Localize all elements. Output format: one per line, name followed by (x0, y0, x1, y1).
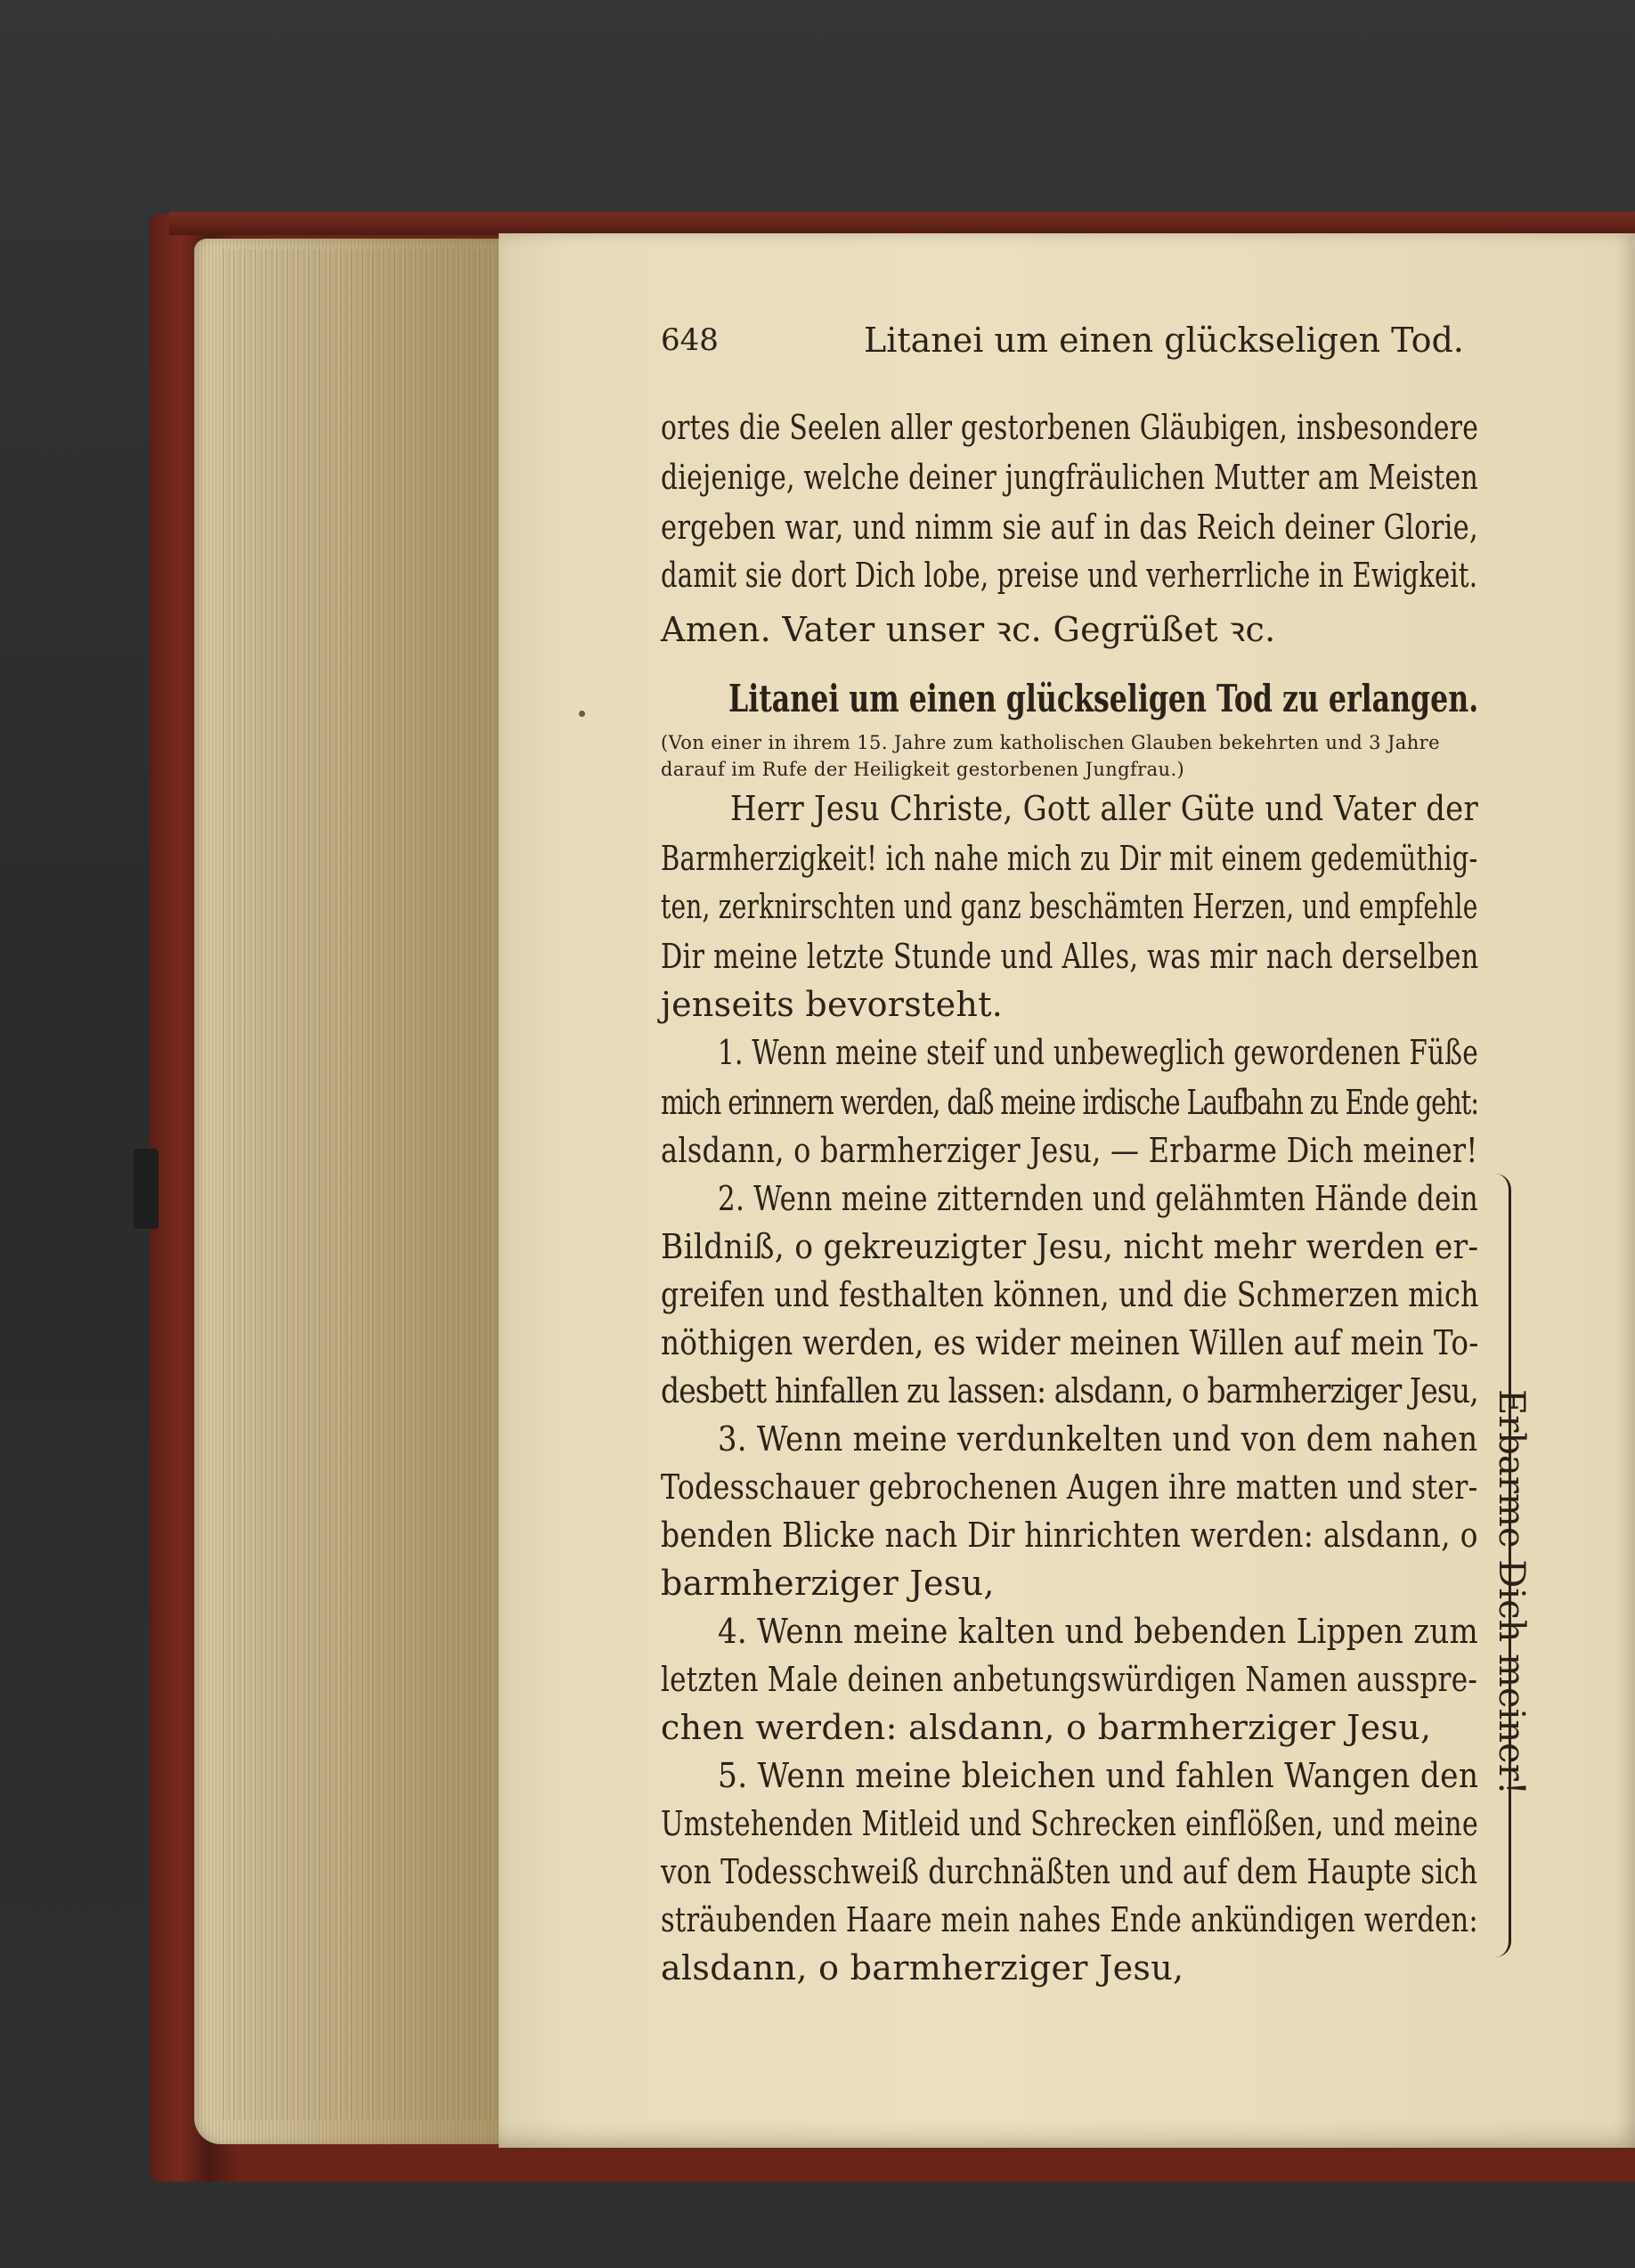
body-line: greifen und festhalten können, und die Schmerzen mich (661, 1275, 1479, 1314)
body-line: Umstehenden Mitleid und Schrecken einflößen, und meine (661, 1804, 1478, 1843)
book-clasp (134, 1149, 159, 1229)
litany-heading: Litanei um einen glückseligen Tod zu erlangen. (728, 677, 1479, 720)
body-line: 5. Wenn meine bleichen und fahlen Wangen den (718, 1756, 1479, 1795)
body-line: Dir meine letzte Stunde und Alles, was mir nach derselben (661, 937, 1479, 976)
body-line: 1. Wenn meine steif und unbeweglich gewordenen Füße (718, 1033, 1478, 1072)
body-line: Todesschauer gebrochenen Augen ihre matten und ster- (661, 1467, 1478, 1507)
litany-subtitle: (Von einer in ihrem 15. Jahre zum katholischen Glauben bekehrten und 3 Jahre (661, 732, 1440, 753)
body-line: barmherziger Jesu, (661, 1564, 995, 1603)
litany-subtitle: darauf im Rufe der Heiligkeit gestorbenen Jungfrau.) (661, 759, 1185, 780)
body-line: jenseits bevorsteht. (661, 985, 1004, 1024)
side-response: Erbarme Dich meiner! (1491, 1389, 1532, 1795)
body-line: letzten Male deinen anbetungswürdigen Namen ausspre- (661, 1660, 1478, 1699)
intro-line: ortes die Seelen aller gestorbenen Gläubigen, insbesondere (661, 408, 1479, 447)
body-line: 2. Wenn meine zitternden und gelähmten Hände dein (718, 1179, 1478, 1218)
body-line: 4. Wenn meine kalten und bebenden Lippen zum (718, 1612, 1479, 1651)
intro-line: ergeben war, und nimm sie auf in das Reich deiner Glorie, (661, 508, 1478, 547)
body-line: alsdann, o barmherziger Jesu, — Erbarme Dich meiner! (661, 1131, 1478, 1170)
page-shadow (499, 2119, 1635, 2155)
body-line: von Todesschweiß durchnäßten und auf dem Haupte sich (661, 1852, 1478, 1891)
body-line: alsdann, o barmherziger Jesu, (661, 1948, 1184, 1988)
body-line: benden Blicke nach Dir hinrichten werden: alsdann, o (661, 1516, 1478, 1555)
body-line: 3. Wenn meine verdunkelten und von dem nahen (718, 1419, 1478, 1459)
intro-line: Amen. Vater unser ꝛc. Gegrüßet ꝛc. (661, 610, 1276, 649)
body-line: ten, zerknirschten und ganz beschämten Herzen, und empfehle (661, 887, 1478, 926)
body-line: Barmherzigkeit! ich nahe mich zu Dir mit einem gedemüthig- (661, 839, 1478, 878)
body-line: mich erinnern werden, daß meine irdische Laufbahn zu Ende geht: (661, 1083, 1478, 1122)
body-line: sträubenden Haare mein nahes Ende ankündigen werden: (661, 1900, 1478, 1939)
body-line: chen werden: alsdann, o barmherziger Jesu, (661, 1708, 1432, 1747)
intro-line: diejenige, welche deiner jungfräulichen Mutter am Meisten (661, 458, 1478, 497)
page-edges-texture (223, 249, 499, 2119)
body-line: Herr Jesu Christe, Gott aller Güte und Vater der (730, 789, 1478, 828)
ink-speck (579, 711, 585, 717)
book-cover-top (169, 212, 1635, 235)
body-line: desbett hinfallen zu lassen: alsdann, o barmherziger Jesu, (661, 1371, 1478, 1410)
page-number: 648 (661, 322, 719, 358)
intro-line: damit sie dort Dich lobe, preise und verherrliche in Ewigkeit. (661, 556, 1478, 595)
body-line: nöthigen werden, es wider meinen Willen auf mein To- (661, 1323, 1479, 1362)
running-title: Litanei um einen glückseligen Tod. (864, 321, 1464, 360)
body-line: Bildniß, o gekreuzigter Jesu, nicht mehr werden er- (661, 1227, 1479, 1266)
